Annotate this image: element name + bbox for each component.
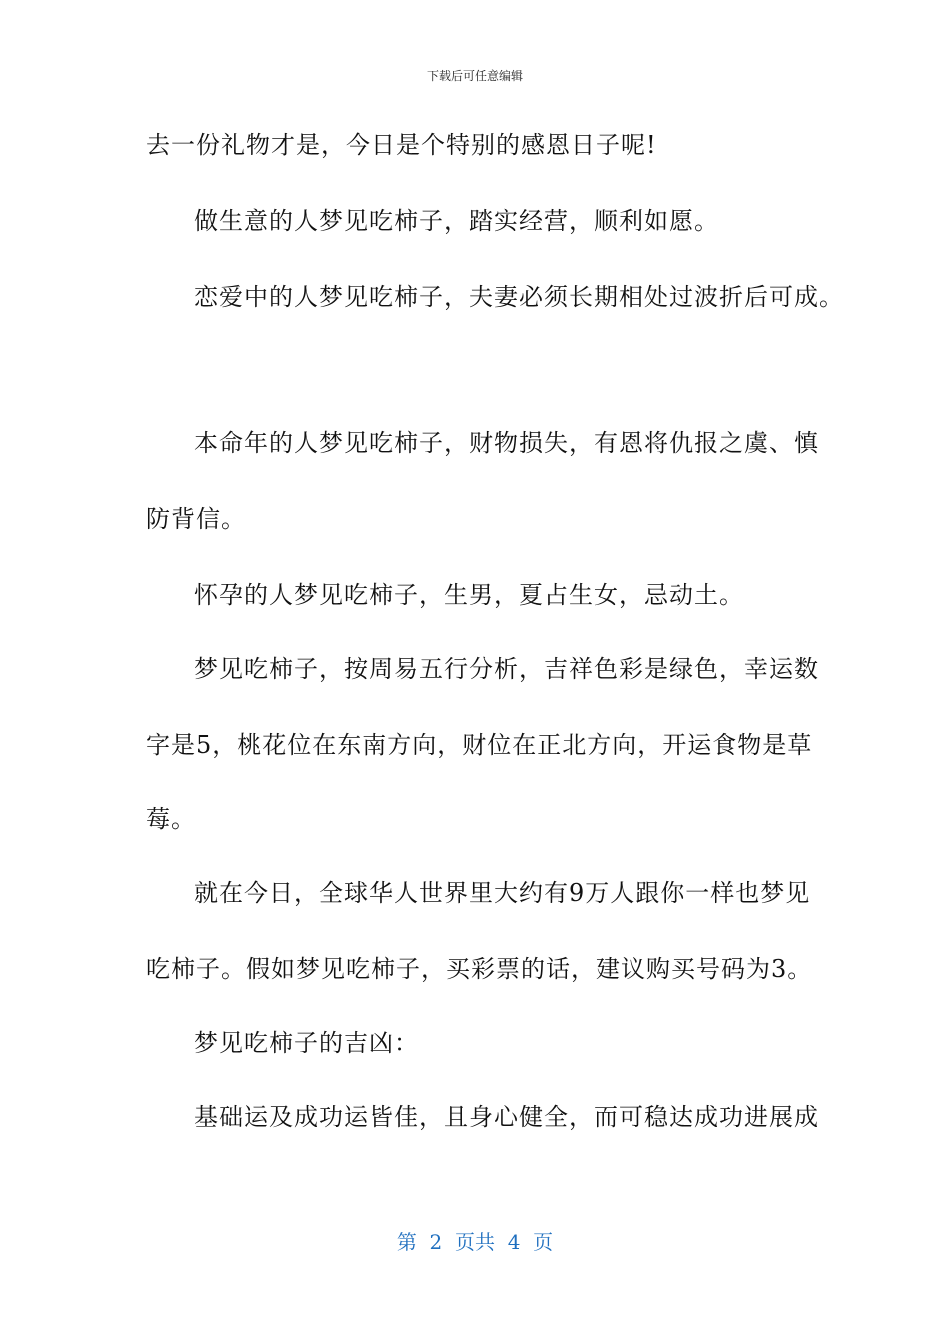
page-header: 下载后可任意编辑	[426, 69, 523, 83]
paragraph-line: 就在今日，全球华人世界里大约有9万人跟你一样也梦见	[194, 879, 811, 907]
paragraph-line: 怀孕的人梦见吃柿子，生男，夏占生女，忌动土。	[194, 581, 744, 609]
paragraph-line: 基础运及成功运皆佳，且身心健全，而可稳达成功进展成	[194, 1103, 819, 1131]
page-number-footer: 第 2 页共 4 页	[396, 1230, 554, 1254]
paragraph-line: 吃柿子。假如梦见吃柿子，买彩票的话，建议购买号码为3。	[146, 955, 813, 983]
paragraph-line: 防背信。	[146, 505, 246, 533]
paragraph-line: 做生意的人梦见吃柿子，踏实经营，顺利如愿。	[194, 207, 719, 235]
paragraph-line: 去一份礼物才是，今日是个特别的感恩日子呢!	[146, 131, 657, 159]
paragraph-line: 字是5，桃花位在东南方向，财位在正北方向，开运食物是草	[146, 731, 813, 759]
paragraph-line: 梦见吃柿子，按周易五行分析，吉祥色彩是绿色，幸运数	[194, 655, 819, 683]
paragraph-line: 莓。	[146, 805, 196, 833]
paragraph-line: 本命年的人梦见吃柿子，财物损失，有恩将仇报之虞、慎	[194, 429, 819, 457]
paragraph-line: 恋爱中的人梦见吃柿子，夫妻必须长期相处过波折后可成。	[194, 283, 844, 311]
paragraph-line: 梦见吃柿子的吉凶：	[194, 1029, 419, 1057]
